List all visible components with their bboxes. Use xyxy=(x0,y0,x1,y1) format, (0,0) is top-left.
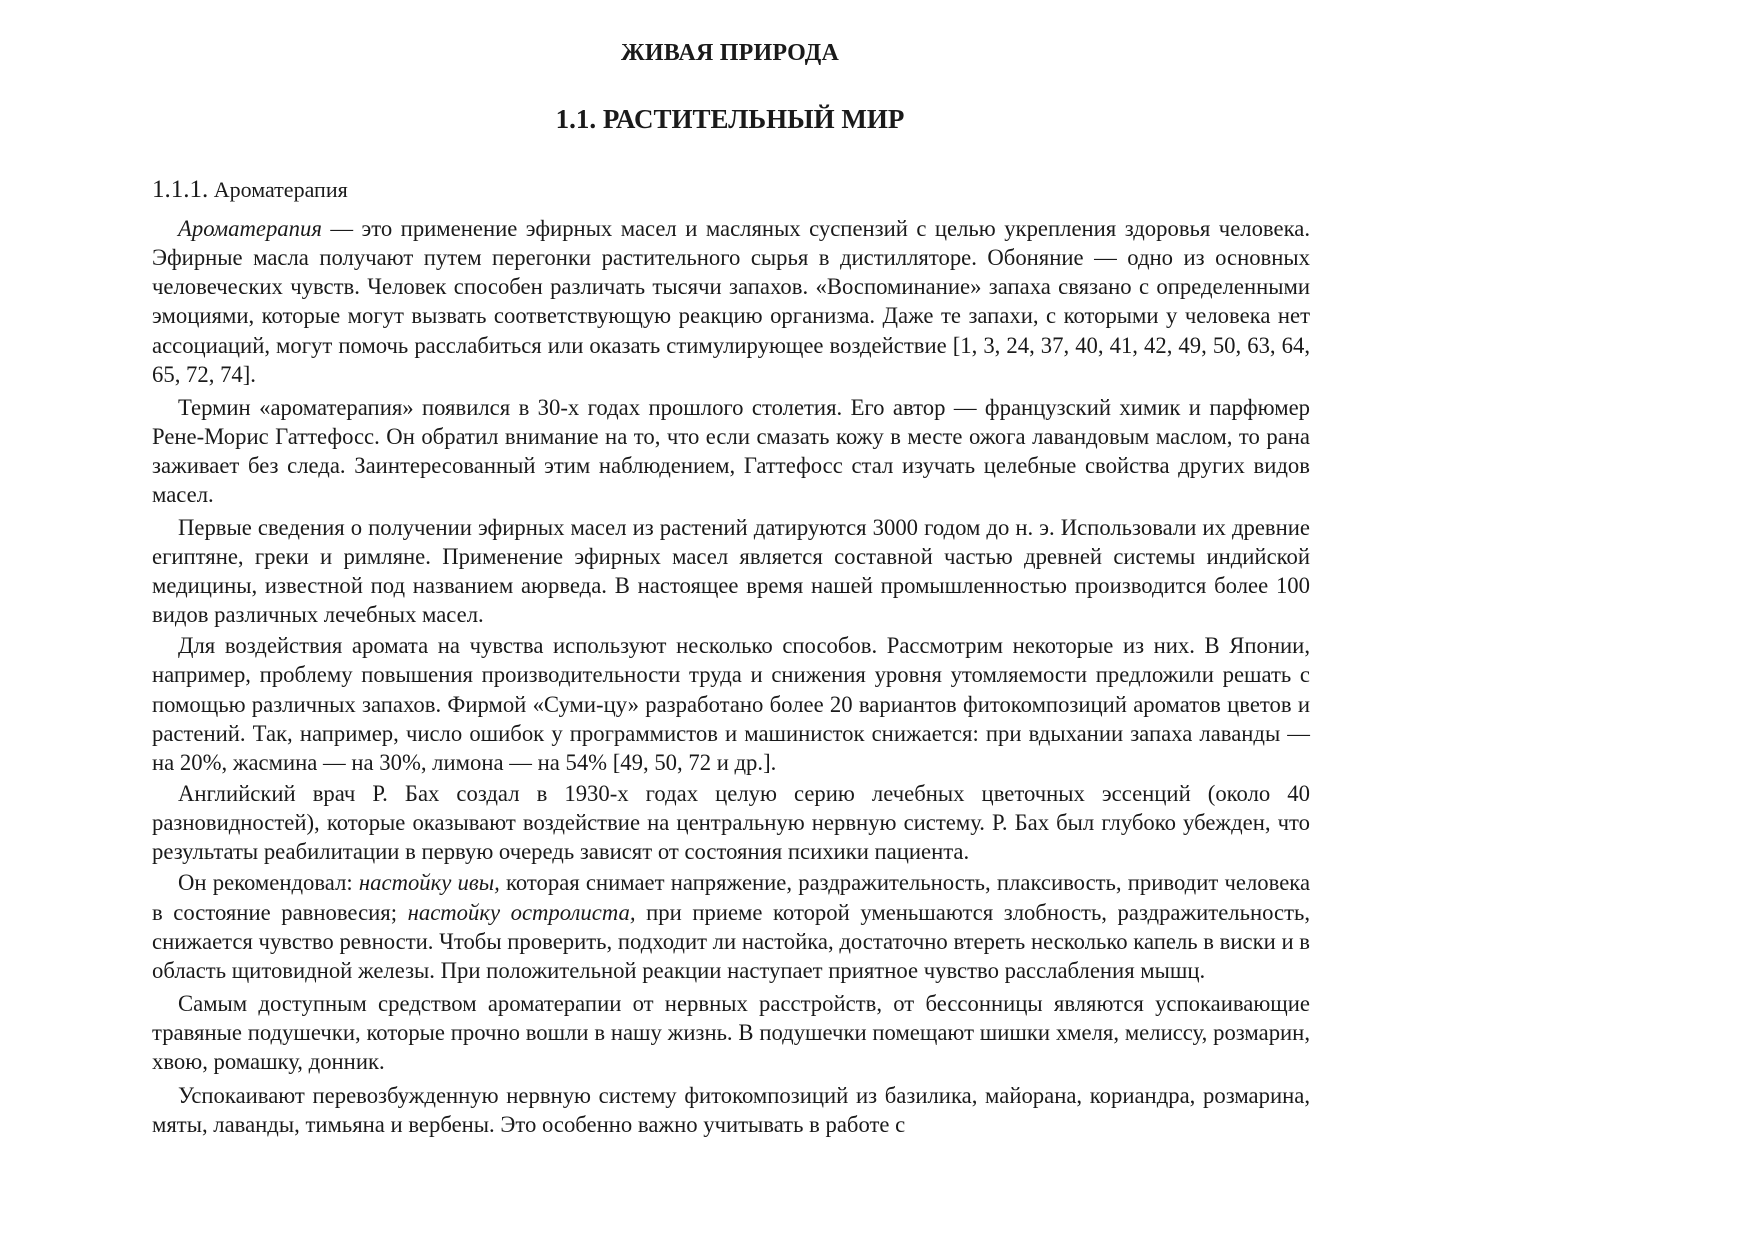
paragraph: Термин «ароматерапия» появился в 30-х годах прошлого столетия. Его автор — французский химик и парфюмер Рене-Морис Гаттефосс. Он обратил внимание на то, что если смазать кожу в месте ожога лавандовым маслом, то рана заживает без следа. Заинтересованный этим наблюдением, Гаттефосс стал изучать целебные свойства других видов масел. xyxy=(152,394,1310,508)
paragraph: Самым доступным средством ароматерапии от нервных расстройств, от бессонницы являются успокаивающие травяные подушечки, которые прочно вошли в нашу жизнь. В подушечки помещают шишки хмеля, мелиссу, розмарин, хвою, ромашку, донник. xyxy=(152,991,1310,1075)
defined-term: Ароматерапия xyxy=(178,216,322,241)
body-text xyxy=(152,214,1310,1139)
paragraph: Успокаивают перевозбужденную нервную систему фитокомпозиций из базилика, майорана, кориандра, розмарина, мяты, лаванды, тимьяна и вербены. Это особенно важно учитывать в работе с xyxy=(152,1082,1310,1137)
subsection-heading xyxy=(152,176,348,204)
paragraph: Английский врач Р. Бах создал в 1930-х годах целую серию лечебных цветочных эссенций (около 40 разновидностей), которые оказывают воздействие на центральную нервную систему. Р. Бах был глубоко убежден, что результаты реабилитации в первую очередь зависят от состояния психики пациента. xyxy=(152,780,1310,865)
subsection-title: Ароматерапия xyxy=(213,177,348,202)
paragraph: Ароматерапия — это применение эфирных масел и масляных суспензий с целью укрепления здоровья человека. Эфирные масла получают путем перегонки растительного сырья в дистилляторе. Обоняние — одно из основных человеческих чувств. Человек способен различать тысячи запахов. «Воспоминание» запаха связано с определенными эмоциями, которые могут вызвать соответствующую реакцию организма. Даже те запахи, с которыми у человека нет ассоциаций, могут помочь расслабиться или оказать стимулирующее воздействие [1, 3, 24, 37, 40, 41, 42, 49, 50, 63, 64, 65, 72, 74]. xyxy=(152,216,1310,387)
paragraph: Он рекомендовал: настойку ивы, которая снимает напряжение, раздражительность, плаксивость, приводит человека в состояние равновесия; настойку остролиста, при приеме которой уменьшаются злобность, раздражительность, снижается чувство ревности. Чтобы проверить, подходит ли настойка, достаточно втереть несколько капель в виски и в область щитовидной железы. При положительной реакции наступает приятное чувство расслабления мышц. xyxy=(152,870,1311,983)
paragraph: Первые сведения о получении эфирных масел из растений датируются 3000 годом до н. э. Использовали их древние египтяне, греки и римляне. Применение эфирных масел является составной частью древней системы индийской медицины, известной под названием аюрведа. В настоящее время нашей промышленностью производится более 100 видов различных лечебных масел. xyxy=(152,514,1310,628)
subsection-number: 1.1.1. xyxy=(152,176,209,203)
section-title: 1.1. РАСТИТЕЛЬНЫЙ МИР xyxy=(555,104,905,134)
italic-remedy: настойку остролиста, xyxy=(407,899,636,925)
chapter-title: ЖИВАЯ ПРИРОДА xyxy=(621,40,839,66)
italic-remedy: настойку ивы, xyxy=(358,870,500,896)
paragraph: Для воздействия аромата на чувства используют несколько способов. Рассмотрим некоторые из них. В Японии, например, проблему повышения производительности труда и снижения уровня утомляемости предложили решать с помощью различных запахов. Фирмой «Суми-цу» разработано более 20 вариантов фитокомпозиций ароматов цветов и растений. Так, например, число ошибок у программистов и машинисток снижается: при вдыхании запаха лаванды — на 20%, жасмина — на 30%, лимона — на 54% [49, 50, 72 и др.]. xyxy=(152,633,1310,775)
